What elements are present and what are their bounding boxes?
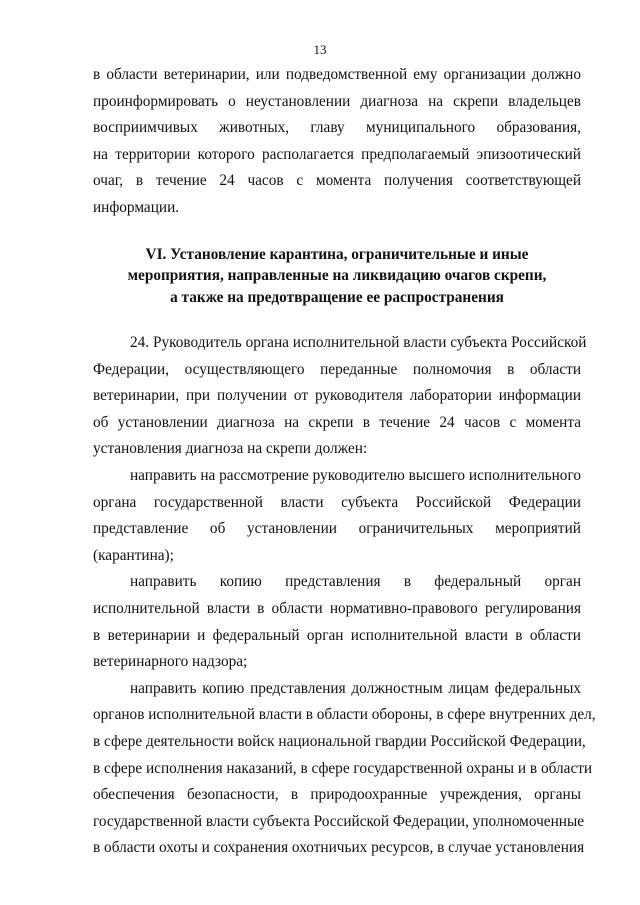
- heading-line: мероприятия, направленные на ликвидацию очагов скрепи,: [127, 267, 547, 285]
- text-line: обеспечения безопасности, в природоохранные учреждения, органы: [93, 786, 581, 804]
- text-line: информации.: [93, 198, 180, 216]
- section-heading: [93, 244, 581, 309]
- text-line: направить на рассмотрение руководителю высшего исполнительного: [130, 467, 581, 485]
- text-line: в сфере исполнения наказаний, в сфере государственной охраны и в области: [93, 759, 593, 777]
- text-line: ветеринарии, при получении от руководителя лаборатории информации: [93, 387, 581, 405]
- list-item-2: [93, 569, 581, 675]
- list-item-1: [93, 463, 581, 569]
- text-line: об установлении диагноза на скрепи в течение 24 часов с момента: [93, 413, 581, 431]
- text-line: на территории которого располагается предполагаемый эпизоотический: [93, 145, 581, 163]
- text-line: (карантина);: [93, 546, 174, 564]
- text-line: Федерации, осуществляющего переданные полномочия в области: [93, 360, 581, 378]
- text-line: установления диагноза на скрепи должен:: [93, 440, 368, 458]
- paragraph-intro: [93, 62, 581, 222]
- spacer: [93, 308, 581, 330]
- text-line: исполнительной власти в области нормативно-правового регулирования: [93, 600, 581, 617]
- paragraph-24: [93, 330, 587, 463]
- text-line: органа государственной власти субъекта Российской Федерации: [93, 493, 581, 511]
- document-body: [93, 62, 596, 862]
- text-line: восприимчивых животных, главу муниципального образования,: [93, 119, 581, 137]
- heading-line: VI. Установление карантина, ограничительные и иные: [145, 245, 529, 263]
- text-line: в области охоты и сохранения охотничьих ресурсов, в случае установления: [93, 839, 585, 857]
- text-line: очаг, в течение 24 часов с момента получения соответствующей: [93, 172, 581, 190]
- text-line: государственной власти субъекта Российской Федерации, уполномоченные: [93, 812, 585, 830]
- text-line: представление об установлении ограничительных мероприятий: [93, 520, 581, 538]
- text-line: в сфере деятельности войск национальной гвардии Российской Федерации,: [93, 732, 586, 750]
- list-item-3: [93, 676, 596, 862]
- text-line: направить копию представления должностным лицам федеральных: [130, 679, 581, 697]
- text-line: в области ветеринарии, или подведомственной ему организации должно: [93, 66, 581, 83]
- heading-line: а также на предотвращение ее распространения: [170, 288, 504, 306]
- text-line: органов исполнительной власти в области обороны, в сфере внутренних дел,: [93, 706, 596, 724]
- spacer: [93, 222, 581, 244]
- text-line: в ветеринарии и федеральный орган исполнительной власти в области: [93, 626, 581, 644]
- text-line: направить копию представления в федеральный орган: [130, 573, 581, 591]
- text-line: 24. Руководитель органа исполнительной власти субъекта Российской: [130, 334, 587, 352]
- page-number: 13: [313, 42, 327, 57]
- text-line: проинформировать о неустановлении диагноза на скрепи владельцев: [93, 92, 581, 110]
- text-line: ветеринарного надзора;: [93, 653, 248, 671]
